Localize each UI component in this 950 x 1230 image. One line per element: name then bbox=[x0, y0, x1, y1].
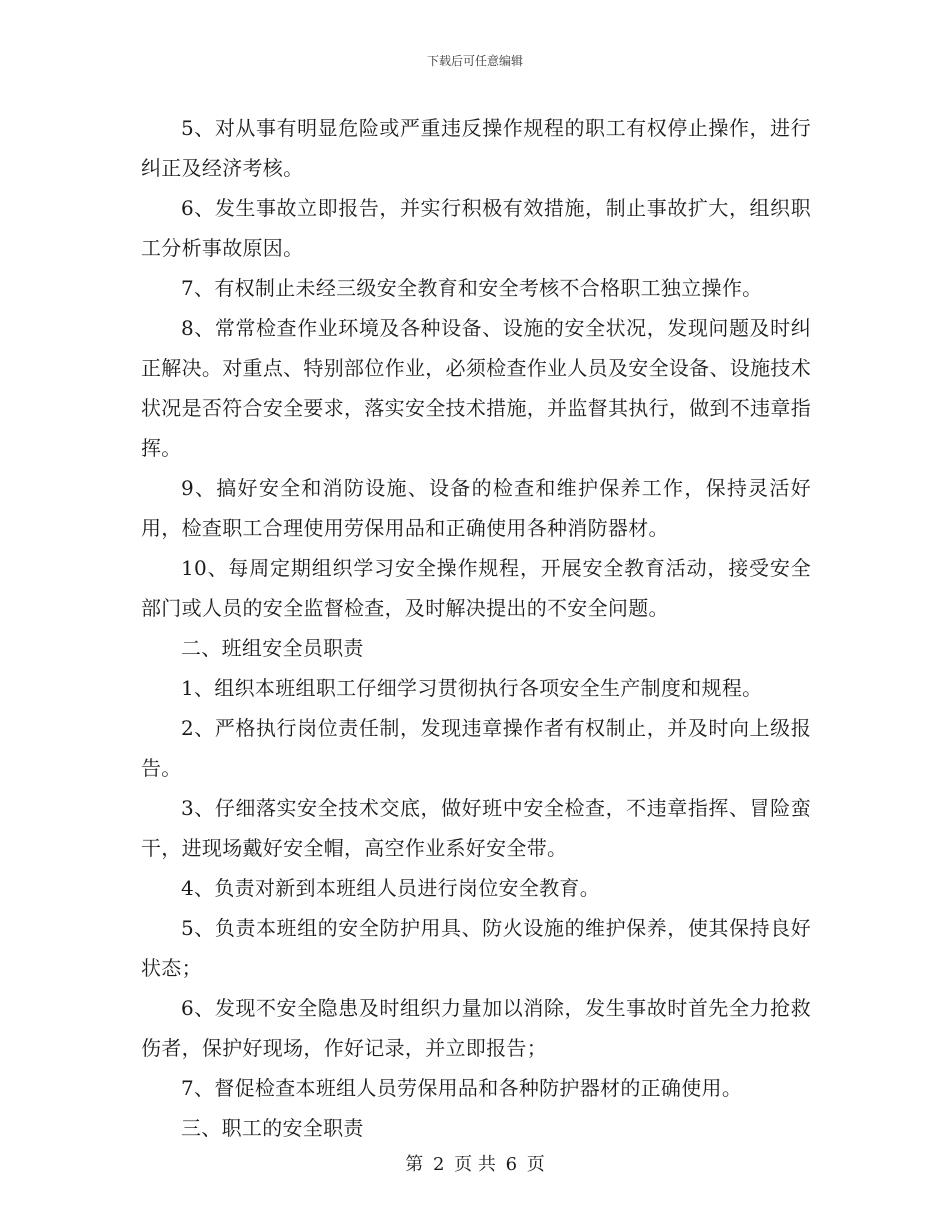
paragraph: 5、对从事有明显危险或严重违反操作规程的职工有权停止操作，进行纠正及经济考核。 bbox=[141, 116, 811, 180]
paragraph: 10、每周定期组织学习安全操作规程，开展安全教育活动，接受安全部门或人员的安全监督检查，及时解决提出的不安全问题。 bbox=[141, 556, 811, 620]
total-pages-number: 6 bbox=[505, 1154, 518, 1175]
paragraph: 8、常常检查作业环境及各种设备、设施的安全状况，发现问题及时纠正解决。对重点、特别部位作业，必须检查作业人员及安全设备、设施技术状况是否符合安全要求，落实安全技术措施，并监督其执行，做到不违章指挥。 bbox=[141, 316, 811, 460]
paragraph: 6、发生事故立即报告，并实行积极有效措施，制止事故扩大，组织职工分析事故原因。 bbox=[141, 196, 811, 260]
paragraph: 7、督促检查本班组人员劳保用品和各种防护器材的正确使用。 bbox=[181, 1076, 743, 1100]
page-label-middle: 页 共 bbox=[454, 1154, 496, 1175]
document-body bbox=[141, 108, 811, 1148]
paragraph: 1、组织本班组职工仔细学习贯彻执行各项安全生产制度和规程。 bbox=[181, 676, 763, 700]
page-footer bbox=[0, 1153, 950, 1177]
page-label-prefix: 第 bbox=[405, 1154, 424, 1175]
paragraph: 4、负责对新到本班组人员进行岗位安全教育。 bbox=[181, 876, 601, 900]
section-heading: 三、职工的安全职责 bbox=[181, 1116, 364, 1140]
paragraph: 9、搞好安全和消防设施、设备的检查和维护保养工作，保持灵活好用，检查职工合理使用劳保用品和正确使用各种消防器材。 bbox=[141, 476, 811, 540]
page-label-suffix: 页 bbox=[526, 1154, 545, 1175]
current-page-number: 2 bbox=[432, 1154, 445, 1175]
paragraph: 7、有权制止未经三级安全教育和安全考核不合格职工独立操作。 bbox=[181, 276, 763, 300]
paragraph: 6、发现不安全隐患及时组织力量加以消除，发生事故时首先全力抢救伤者，保护好现场，作好记录，并立即报告； bbox=[141, 996, 811, 1060]
section-heading: 二、班组安全员职责 bbox=[181, 636, 364, 660]
paragraph: 2、严格执行岗位责任制，发现违章操作者有权制止，并及时向上级报告。 bbox=[141, 716, 811, 780]
paragraph: 5、负责本班组的安全防护用具、防火设施的维护保养，使其保持良好状态； bbox=[141, 916, 811, 980]
paragraph: 3、仔细落实安全技术交底，做好班中安全检查，不违章指挥、冒险蛮干，进现场戴好安全帽，高空作业系好安全带。 bbox=[141, 796, 811, 860]
page-header: 下载后可任意编辑 bbox=[426, 54, 523, 68]
